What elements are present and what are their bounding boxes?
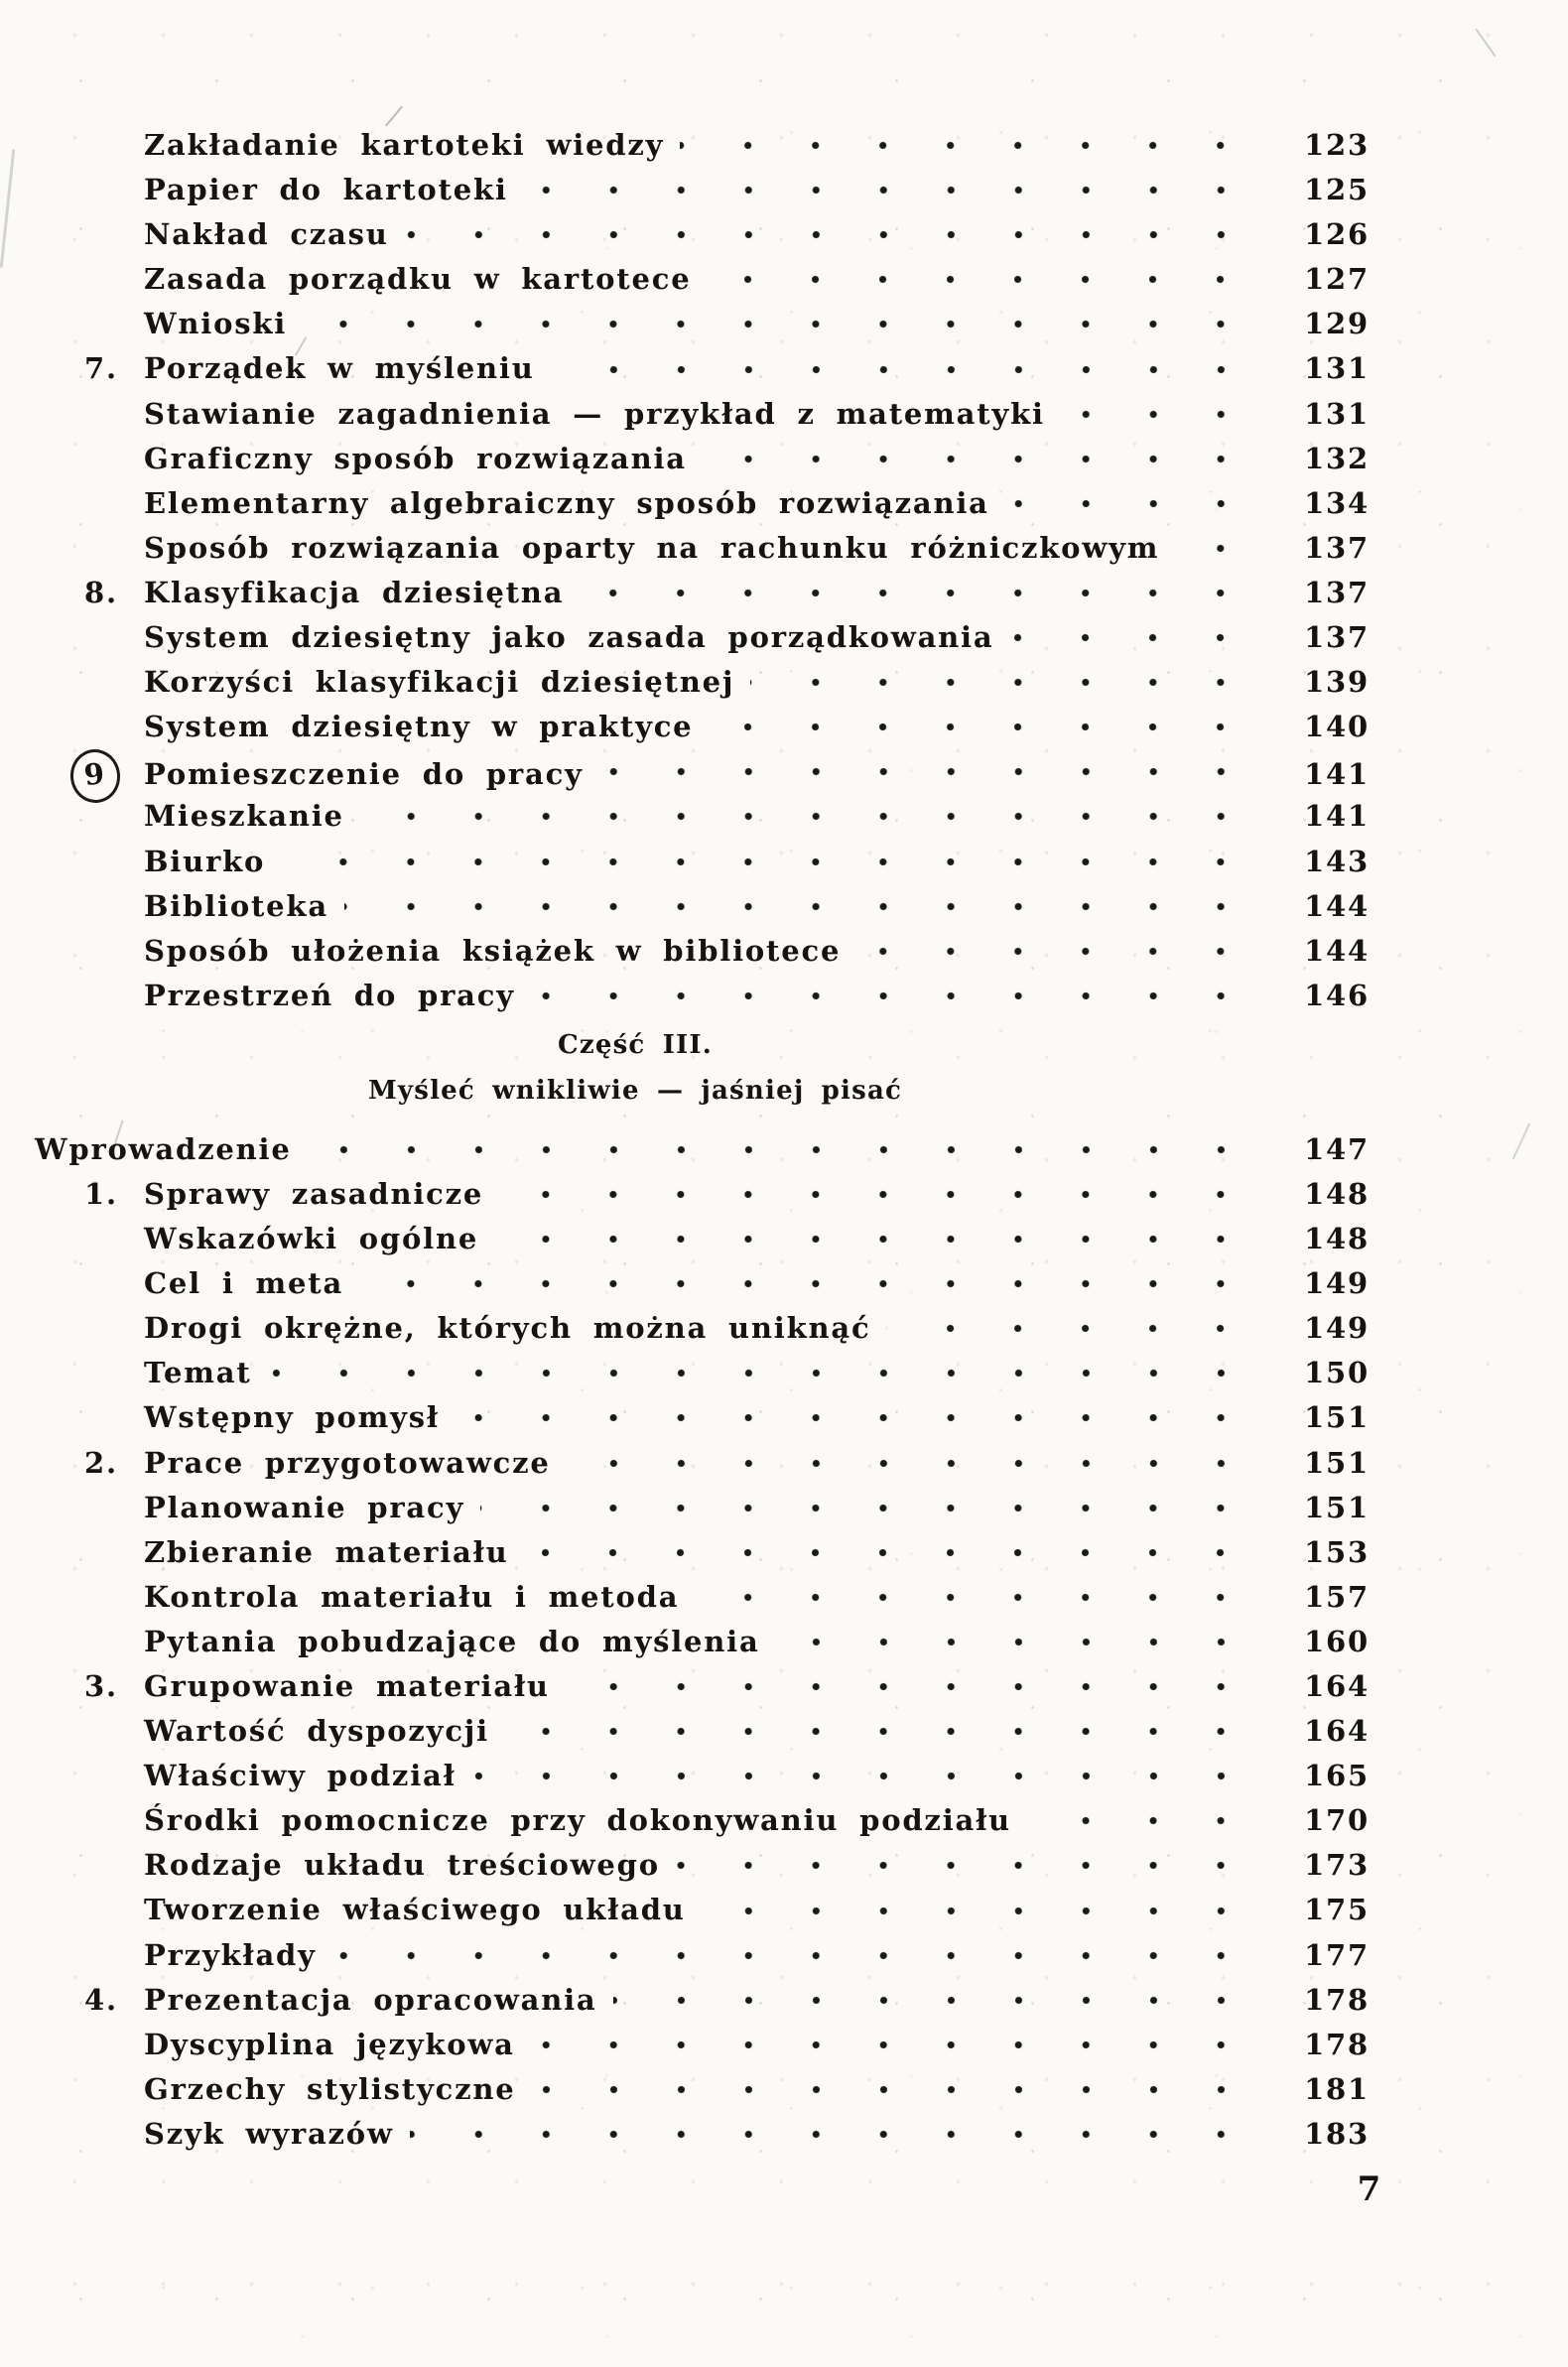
toc-entry-title: Pomieszczenie do pracy (144, 757, 584, 792)
toc-entry (84, 794, 1370, 839)
toc-entry (84, 1486, 1370, 1530)
dot-leader (1061, 392, 1260, 437)
toc-entry-page: 148 (1304, 1176, 1370, 1211)
table-of-contents (35, 123, 1370, 2157)
toc-entry (84, 481, 1370, 526)
dot-leader (566, 1664, 1260, 1709)
dot-leader (1027, 1798, 1260, 1843)
dot-leader (480, 1486, 1260, 1530)
toc-entry-page: 178 (1304, 1982, 1370, 2017)
toc-entry-title: Tworzenie właściwego układu (144, 1893, 686, 1927)
dot-leader (360, 794, 1260, 839)
scan-artifact (1475, 29, 1496, 58)
toc-entry-title: Wnioski (144, 307, 288, 341)
dot-leader (1175, 526, 1260, 571)
dot-leader (505, 1709, 1260, 1754)
toc-entry-page: 181 (1304, 2071, 1370, 2106)
toc-entry-page: 141 (1304, 757, 1370, 792)
dot-leader (456, 1395, 1260, 1440)
toc-entry-page: 150 (1304, 1356, 1370, 1390)
dot-leader (494, 1217, 1260, 1261)
toc-entry-page: 151 (1304, 1400, 1370, 1435)
toc-entry (84, 571, 1370, 615)
toc-entry-title: Wstępny pomysł (144, 1400, 440, 1435)
toc-entry (84, 1172, 1370, 1217)
toc-entry-title: Sprawy zasadnicze (144, 1176, 484, 1211)
toc-entry-title: Środki pomocnicze przy dokonywaniu podziału (144, 1803, 1011, 1838)
toc-entry-number: 1. (84, 1176, 118, 1211)
toc-entry-page: 141 (1304, 799, 1370, 834)
toc-entry-title: Porządek w myśleniu (144, 351, 535, 386)
dot-leader (695, 1575, 1260, 1620)
toc-entry-title: Stawianie zagadnienia — przykład z matematyki (144, 396, 1045, 431)
dot-leader (524, 1530, 1260, 1575)
toc-entry-page: 164 (1304, 1669, 1370, 1703)
toc-entry-page: 147 (1304, 1131, 1370, 1166)
toc-entry (84, 840, 1370, 884)
toc-entry-title: Właściwy podział (144, 1759, 457, 1793)
toc-entry-title: Zakładanie kartoteki wiedzy (144, 128, 665, 162)
dot-leader (1005, 481, 1260, 526)
toc-entry (84, 392, 1370, 437)
dot-leader (709, 705, 1260, 749)
toc-entry-number: 3. (84, 1669, 118, 1703)
toc-entry (84, 1306, 1370, 1351)
toc-entry (84, 615, 1370, 660)
dot-leader (580, 571, 1260, 615)
toc-entry (84, 1664, 1370, 1709)
toc-entry (84, 705, 1370, 749)
toc-entry-page: 148 (1304, 1222, 1370, 1256)
toc-entry (84, 660, 1370, 705)
toc-entry-page: 160 (1304, 1624, 1370, 1658)
toc-entry (84, 123, 1370, 168)
toc-entry (84, 1441, 1370, 1486)
toc-entry-title: Zbieranie materiału (144, 1534, 509, 1569)
dot-leader (676, 1843, 1260, 1888)
toc-entry (84, 1798, 1370, 1843)
toc-entry-page: 125 (1304, 173, 1370, 207)
part-title: Myśleć wnikliwie — jaśniej pisać (367, 1075, 903, 1106)
dot-leader (405, 212, 1260, 257)
toc-entry-page: 157 (1304, 1579, 1370, 1614)
toc-entry (84, 1754, 1370, 1798)
dot-leader (499, 1172, 1260, 1217)
toc-entry-page: 144 (1304, 933, 1370, 968)
toc-entry-page: 173 (1304, 1848, 1370, 1883)
toc-entry (84, 1709, 1370, 1754)
toc-entry-page: 175 (1304, 1893, 1370, 1927)
dot-leader (680, 123, 1260, 168)
dot-leader (750, 660, 1260, 705)
toc-entry (84, 1620, 1370, 1664)
toc-entry (84, 2067, 1370, 2112)
dot-leader (703, 437, 1260, 481)
dot-leader (776, 1620, 1260, 1664)
dot-leader (410, 2112, 1260, 2157)
toc-entry-page: 178 (1304, 2027, 1370, 2061)
toc-entry-page: 144 (1304, 888, 1370, 923)
dot-leader (359, 1261, 1260, 1306)
toc-entry-page: 137 (1304, 620, 1370, 655)
dot-leader (281, 840, 1260, 884)
toc-entry-title: Szyk wyrazów (144, 2116, 394, 2151)
toc-entry (84, 302, 1370, 346)
toc-entry-page: 137 (1304, 530, 1370, 565)
toc-entry-title: Grupowanie materiału (144, 1669, 550, 1703)
dot-leader (268, 1351, 1260, 1395)
toc-entry-title: Graficzny sposób rozwiązania (144, 441, 687, 475)
dot-leader (599, 749, 1260, 794)
toc-entry (84, 1843, 1370, 1888)
toc-entry-page: 123 (1304, 128, 1370, 162)
toc-entry (84, 1530, 1370, 1575)
dot-leader (532, 2067, 1261, 2112)
toc-entry (84, 2112, 1370, 2157)
toc-entry-title: Wskazówki ogólne (144, 1222, 479, 1256)
toc-entry (84, 1978, 1370, 2023)
toc-entry-title: Mieszkanie (144, 799, 344, 834)
toc-entry-page: 132 (1304, 441, 1370, 475)
toc-entry-number: 7. (84, 351, 118, 386)
toc-entry-page: 139 (1304, 665, 1370, 700)
part-label: Część III. (557, 1029, 714, 1060)
toc-entry (84, 1217, 1370, 1261)
toc-entry-page: 153 (1304, 1534, 1370, 1569)
toc-entry-page: 131 (1304, 351, 1370, 386)
toc-entry-page: 137 (1304, 575, 1370, 609)
toc-entry-page: 170 (1304, 1803, 1370, 1838)
dot-leader (856, 929, 1260, 974)
toc-entry (84, 2023, 1370, 2067)
toc-entry-title: Papier do kartoteki (144, 173, 508, 207)
toc-entry-title: Prace przygotowawcze (144, 1445, 551, 1480)
toc-entry-page: 151 (1304, 1445, 1370, 1480)
toc-entry (84, 346, 1370, 391)
dot-leader (567, 1441, 1260, 1486)
toc-entry-page: 177 (1304, 1937, 1370, 1972)
dot-leader (308, 1127, 1260, 1172)
toc-entry (35, 1127, 1370, 1172)
toc-entry-page: 151 (1304, 1490, 1370, 1524)
part-header (35, 1022, 1236, 1114)
toc-entry (84, 168, 1370, 212)
toc-entry (84, 1351, 1370, 1395)
toc-entry-page: 134 (1304, 485, 1370, 520)
toc-section-part2 (84, 123, 1370, 1018)
toc-entry-title: Drogi okrężne, których można uniknąć (144, 1311, 871, 1346)
toc-entry (84, 1395, 1370, 1440)
toc-entry-title: Zasada porządku w kartotece (144, 262, 692, 297)
toc-entry-title: Grzechy stylistyczne (144, 2071, 516, 2106)
toc-entry-page: 183 (1304, 2116, 1370, 2151)
dot-leader (886, 1306, 1260, 1351)
toc-entry-title: System dziesiętny w praktyce (144, 710, 694, 744)
toc-entry-page: 165 (1304, 1759, 1370, 1793)
toc-entry (84, 437, 1370, 481)
toc-entry-title: Sposób ułożenia książek w bibliotece (144, 933, 842, 968)
dot-leader (524, 168, 1260, 212)
dot-leader (1009, 615, 1260, 660)
toc-entry-page: 129 (1304, 307, 1370, 341)
toc-entry-page: 149 (1304, 1266, 1370, 1301)
toc-entry-number (84, 749, 144, 803)
toc-section-part3 (35, 1127, 1370, 2157)
toc-entry-page: 126 (1304, 217, 1370, 252)
toc-entry-page: 164 (1304, 1714, 1370, 1749)
toc-entry (84, 749, 1370, 794)
toc-entry-page: 149 (1304, 1311, 1370, 1346)
toc-entry-title: Biurko (144, 844, 266, 878)
dot-leader (531, 974, 1260, 1018)
dot-leader (707, 257, 1260, 302)
toc-entry-page: 140 (1304, 710, 1370, 744)
toc-entry-title: System dziesiętny jako zasada porządkowania (144, 620, 994, 655)
toc-entry (84, 884, 1370, 929)
scan-artifact (0, 149, 15, 268)
toc-entry (84, 929, 1370, 974)
toc-entry-title: Planowanie pracy (144, 1490, 465, 1524)
toc-entry-title: Dyscyplina językowa (144, 2027, 515, 2061)
toc-entry-title: Prezentacja opracowania (144, 1982, 597, 2017)
toc-entry-title: Temat (144, 1356, 252, 1390)
toc-entry-page: 127 (1304, 262, 1370, 297)
dot-leader (303, 302, 1260, 346)
toc-entry (84, 212, 1370, 257)
toc-entry-number: 4. (84, 1982, 118, 2017)
dot-leader (551, 346, 1260, 391)
toc-entry-page: 143 (1304, 844, 1370, 878)
toc-entry-title: Korzyści klasyfikacji dziesiętnej (144, 665, 735, 700)
toc-entry-title: Kontrola materiału i metoda (144, 1579, 680, 1614)
toc-entry (84, 1261, 1370, 1306)
toc-entry-title: Nakład czasu (144, 217, 389, 252)
page-number: 7 (1357, 2170, 1382, 2209)
dot-leader (472, 1754, 1260, 1798)
dot-leader (531, 2023, 1260, 2067)
toc-entry-title: Wprowadzenie (35, 1131, 292, 1166)
toc-entry (84, 257, 1370, 302)
toc-entry-title: Pytania pobudzające do myślenia (144, 1624, 760, 1658)
toc-entry (84, 1933, 1370, 1978)
toc-entry-title: Rodzaje układu treściowego (144, 1848, 660, 1883)
toc-entry-title: Cel i meta (144, 1266, 344, 1301)
toc-entry-title: Przykłady (144, 1937, 317, 1972)
toc-entry (84, 526, 1370, 571)
toc-entry-number: 8. (84, 575, 118, 609)
toc-entry (84, 1888, 1370, 1932)
toc-entry-page: 146 (1304, 978, 1370, 1012)
dot-leader (344, 884, 1260, 929)
dot-leader (332, 1933, 1260, 1978)
toc-entry-page: 131 (1304, 396, 1370, 431)
dot-leader (702, 1888, 1260, 1932)
toc-entry (84, 974, 1370, 1018)
dot-leader (613, 1978, 1261, 2023)
toc-entry-number: 2. (84, 1445, 118, 1480)
toc-entry-title: Wartość dyspozycji (144, 1714, 489, 1749)
toc-entry (84, 1575, 1370, 1620)
toc-entry-title: Biblioteka (144, 888, 328, 923)
circled-number: 9 (67, 747, 122, 806)
toc-entry-title: Sposób rozwiązania oparty na rachunku różniczkowym (144, 530, 1160, 565)
toc-entry-title: Elementarny algebraiczny sposób rozwiązania (144, 485, 989, 520)
scan-artifact (1512, 1122, 1531, 1159)
toc-entry-title: Przestrzeń do pracy (144, 978, 515, 1012)
toc-entry-title: Klasyfikacja dziesiętna (144, 575, 565, 609)
